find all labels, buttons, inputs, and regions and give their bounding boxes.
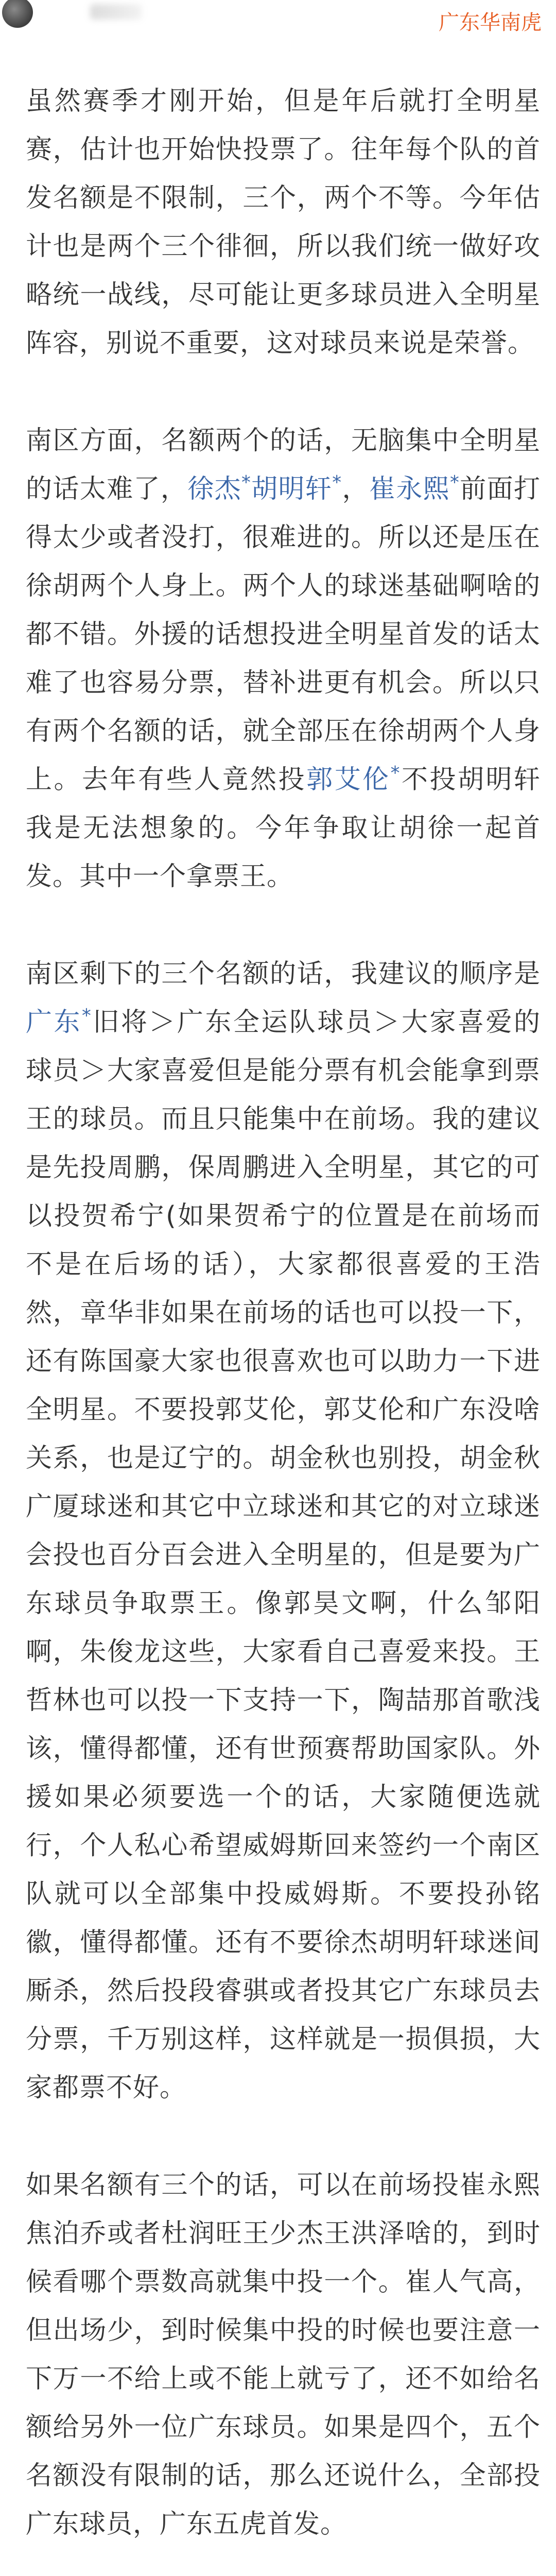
paragraph-text: 旧将＞广东全运队球员＞大家喜爱的球员＞大家喜爱但是能分票有机会能拿到票王的球员。而且只能集中在前场。我的建议是先投周鹏，保周鹏进入全明星，其它的可以投贺希宁(如果贺希宁的位置是在前场而不是在后场的话），大家都很喜爱的王浩然，章华非如果在前场的话也可以投一下，还有陈国豪大家也很喜欢也可以助力一下进全明星。不要投郭艾伦，郭艾伦和广东没啥关系，也是辽宁的。胡金秋也别投，胡金秋广厦球迷和其它中立球迷和其它的对立球迷会投也百分百会进入全明星的，但是要为广东球员争取票王。像郭昊文啊，什么邹阳啊，朱俊龙这些，大家看自己喜爱来投。王哲林也可以投一下支持一下，陶喆那首歌浅该，懂得都懂，还有世预赛帮助国家队。外援如果必须要选一个的话，大家随便选就行，个人私心希望威姆斯回来签约一个南区队就可以全部集中投威姆斯。不要投孙铭徽，懂得都懂。还有不要徐杰胡明轩球迷间厮杀，然后投段睿骐或者投其它广东球员去分票，千万别这样，这样就是一损俱损，大家都票不好。: [26, 1007, 541, 2103]
asterisk-icon: *: [82, 1005, 92, 1026]
author-avatar[interactable]: [2, 0, 33, 28]
asterisk-icon: *: [332, 472, 342, 493]
topic-link-text: 郭艾伦: [306, 765, 391, 795]
topic-link-text: 广东: [26, 1007, 82, 1038]
paragraph-text: 前面打得太少或者没打，很难进的。所以还是压在徐胡两个人身上。两个人的球迷基础啊啥的都不错。外援的话想投进全明星首发的话太难了也容易分票，替补进更有机会。所以只有两个名额的话，就全部压在徐胡两个人身上。去年有些人竟然投: [26, 474, 541, 795]
article-paragraph: [26, 950, 541, 2112]
paragraph-text: 南区剩下的三个名额的话，我建议的顺序是: [26, 959, 541, 989]
topic-link[interactable]: [187, 474, 251, 504]
topic-link[interactable]: [251, 474, 342, 504]
post-header: [0, 0, 556, 39]
asterisk-icon: *: [450, 472, 460, 493]
topic-link-text: 崔永熙: [369, 474, 450, 504]
topic-link[interactable]: [26, 1007, 92, 1038]
topic-link[interactable]: [369, 474, 460, 504]
paragraph-text: ，: [342, 474, 369, 504]
topic-link[interactable]: [306, 762, 401, 795]
author-name-obscured: [90, 4, 142, 20]
paragraph-text: 虽然赛季才刚开始，但是年后就打全明星赛，估计也开始快投票了。往年每个队的首发名额是不限制，三个，两个不等。今年估计也是两个三个徘徊，所以我们统一做好攻略统一战线，尽可能让更多球员进入全明星阵容，别说不重要，这对球员来说是荣誉。: [26, 86, 541, 359]
author-name-link[interactable]: 广东华南虎: [439, 11, 542, 35]
topic-link-text: 徐杰: [187, 474, 241, 504]
article-paragraph: [26, 77, 541, 368]
paragraph-text: 如果名额有三个的话，可以在前场投崔永熙焦泊乔或者杜润旺王少杰王洪泽啥的，到时候看哪个票数高就集中投一个。崔人气高，但出场少，到时候集中投的时候也要注意一下万一不给上或不能上就亏了，还不如给名额给另外一位广东球员。如果是四个，五个名额没有限制的话，那么还说什么，全部投广东球员，广东五虎首发。: [26, 2170, 541, 2539]
asterisk-icon: *: [390, 762, 401, 784]
topic-link-text: 胡明轩: [251, 474, 333, 504]
article-paragraph: [26, 2161, 541, 2549]
article-body: [26, 77, 541, 2576]
paragraph-text: 不投胡明轩我是无法想象的。今年争取让胡徐一起首发。其中一个拿票王。: [26, 765, 541, 892]
paragraph-text: 南区方面，名额两个的话，无脑集中全明星的话太难了，: [26, 426, 541, 504]
asterisk-icon: *: [241, 472, 251, 493]
article-paragraph: [26, 417, 541, 901]
